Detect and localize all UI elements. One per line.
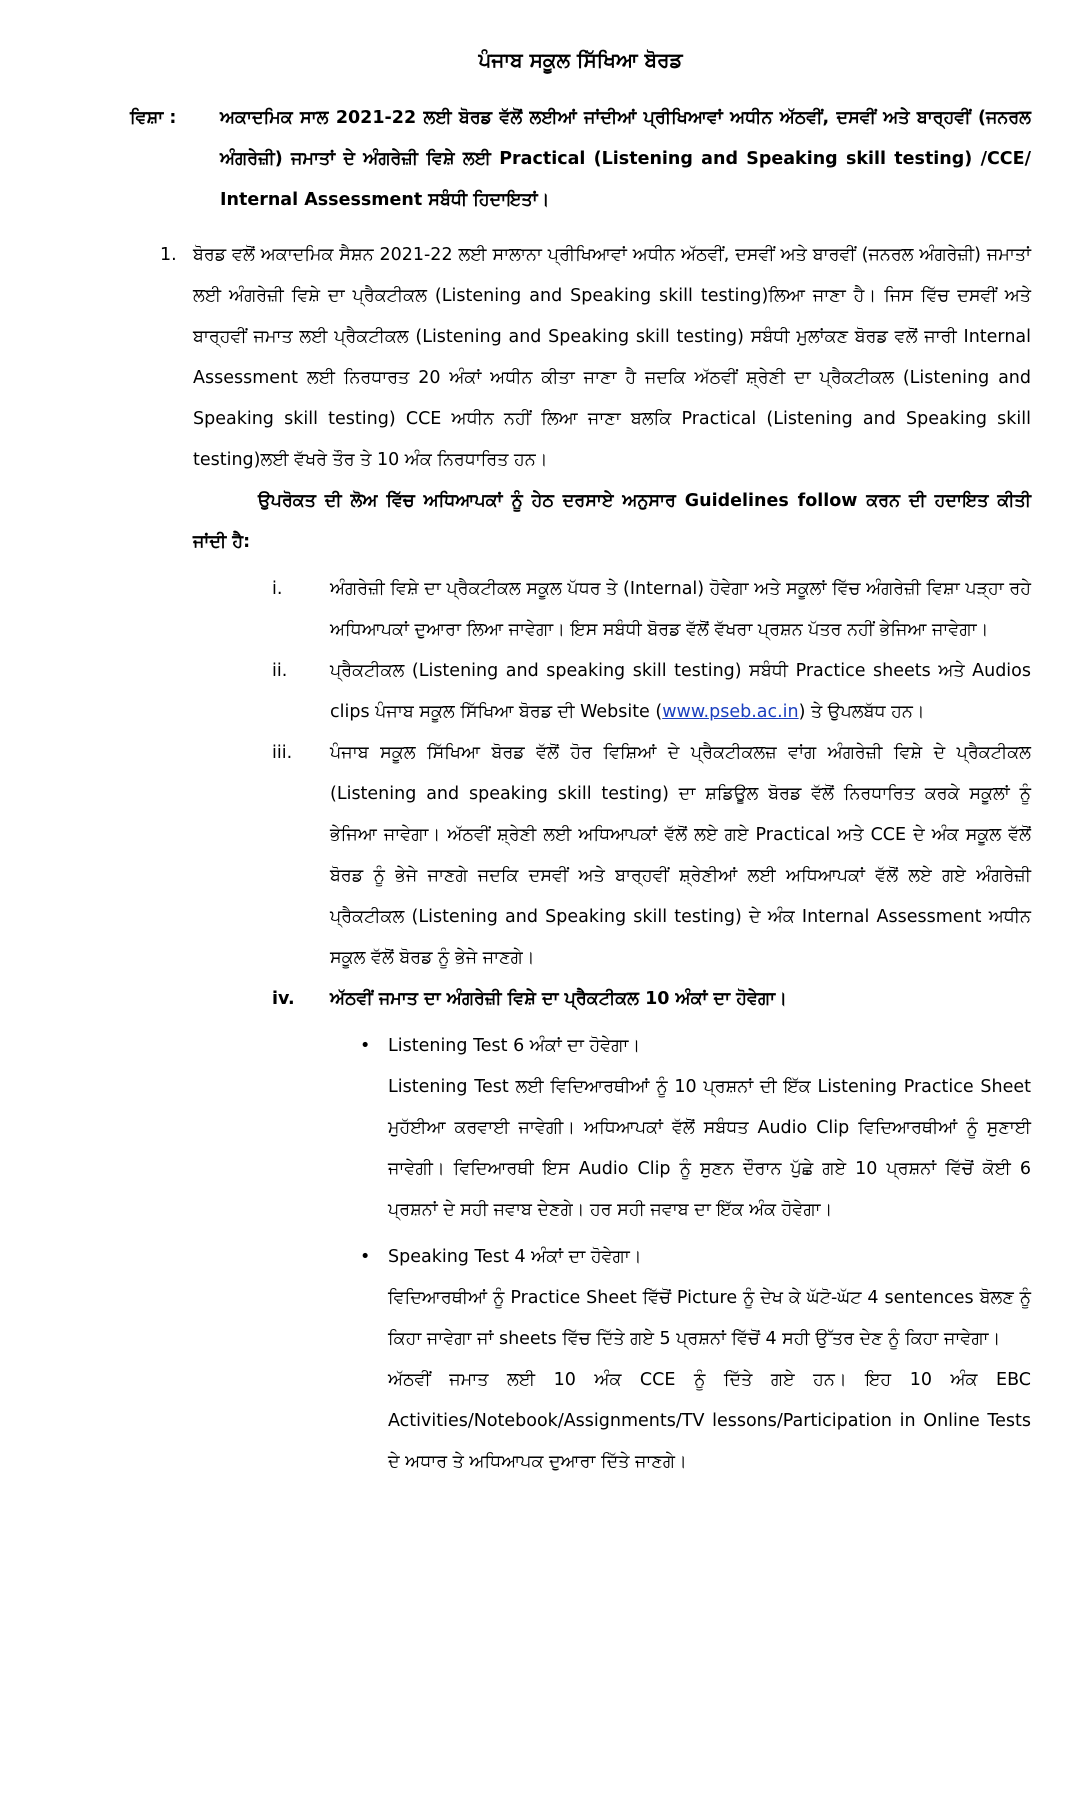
speaking-test-bullet: [130, 1237, 1031, 1278]
pseb-website-link[interactable]: www.pseb.ac.in: [662, 702, 799, 722]
paragraph-1-number: 1.: [160, 245, 177, 265]
guideline-item-i-text: ਅੰਗਰੇਜ਼ੀ ਵਿਸ਼ੇ ਦਾ ਪ੍ਰੈਕਟੀਕਲ ਸਕੂਲ ਪੱਧਰ ਤੇ (Internal) ਹੋਵੇਗਾ ਅਤੇ ਸਕੂਲਾਂ ਵਿੱਚ ਅੰਗਰੇਜ਼ੀ ਵਿਸ਼ਾ ਪੜ੍ਹਾ ਰਹੇ ਅਧਿਆਪਕਾਂ ਦੁਆਰਾ ਲਿਆ ਜਾਵੇਗਾ। ਇਸ ਸਬੰਧੀ ਬੋਰਡ ਵੱਲੋਂ ਵੱਖਰਾ ਪ੍ਰਸ਼ਨ ਪੱਤਰ ਨਹੀਂ ਭੇਜਿਆ ਜਾਵੇਗਾ।: [330, 579, 1031, 640]
listening-test-title: Listening Test 6 ਅੰਕਾਂ ਦਾ ਹੋਵੇਗਾ।: [388, 1036, 641, 1056]
guideline-item-ii-number: ii.: [272, 661, 288, 681]
guideline-item-iv-text: ਅੱਠਵੀਂ ਜਮਾਤ ਦਾ ਅੰਗਰੇਜ਼ੀ ਵਿਸ਼ੇ ਦਾ ਪ੍ਰੈਕਟੀਕਲ 10 ਅੰਕਾਂ ਦਾ ਹੋਵੇਗਾ।: [330, 989, 787, 1009]
subject-block: [130, 98, 1031, 221]
speaking-test-text: ਵਿਦਿਆਰਥੀਆਂ ਨੂੰ Practice Sheet ਵਿੱਚੋਂ Picture ਨੂੰ ਦੇਖ ਕੇ ਘੱਟੋ-ਘੱਟ 4 sentences ਬੋਲਣ ਨੂੰ ਕਿਹਾ ਜਾਵੇਗਾ ਜਾਂ sheets ਵਿੱਚ ਦਿੱਤੇ ਗਏ 5 ਪ੍ਰਸ਼ਨਾਂ ਵਿੱਚੋਂ 4 ਸਹੀ ਉੱਤਰ ਦੇਣ ਨੂੰ ਕਿਹਾ ਜਾਵੇਗਾ।: [388, 1288, 1031, 1349]
bullet-dot: •: [360, 1247, 371, 1267]
guideline-item-iv-number: iv.: [272, 989, 295, 1009]
guideline-item-ii-text-after: ) ਤੇ ਉਪਲਬੱਧ ਹਨ।: [798, 702, 925, 722]
document-heading: ਪੰਜਾਬ ਸਕੂਲ ਸਿੱਖਿਆ ਬੋਰਡ: [478, 48, 683, 72]
guideline-item-ii-text-before: ਪ੍ਰੈਕਟੀਕਲ (Listening and speaking skill testing) ਸਬੰਧੀ Practice sheets ਅਤੇ Audios clips ਪੰਜਾਬ ਸਕੂਲ ਸਿੱਖਿਆ ਬੋਰਡ ਦੀ Website (: [330, 661, 1031, 722]
bullet-dot: •: [360, 1036, 371, 1056]
guideline-item-ii: [130, 651, 1031, 733]
guideline-item-i-number: i.: [272, 579, 283, 599]
cce-note-text: ਅੱਠਵੀਂ ਜਮਾਤ ਲਈ 10 ਅੰਕ CCE ਨੂੰ ਦਿੱਤੇ ਗਏ ਹਨ। ਇਹ 10 ਅੰਕ EBC Activities/Notebook/Assignments/TV lessons/Participation in Online Tests ਦੇ ਅਧਾਰ ਤੇ ਅਧਿਆਪਕ ਦੁਆਰਾ ਦਿੱਤੇ ਜਾਣਗੇ।: [388, 1370, 1031, 1472]
guideline-intro: ਉਪਰੋਕਤ ਦੀ ਲੋਅ ਵਿੱਚ ਅਧਿਆਪਕਾਂ ਨੂੰ ਹੇਠ ਦਰਸਾਏ ਅਨੁਸਾਰ Guidelines follow ਕਰਨ ਦੀ ਹਦਾਇਤ ਕੀਤੀ ਜਾਂਦੀ ਹੈ:: [193, 491, 1031, 552]
subject-label: ਵਿਸ਼ਾ :: [130, 108, 177, 128]
guideline-item-iv: [130, 979, 1031, 1020]
paragraph-1: [130, 235, 1031, 481]
guideline-item-iii-number: iii.: [272, 743, 293, 763]
guideline-item-iii-text: ਪੰਜਾਬ ਸਕੂਲ ਸਿੱਖਿਆ ਬੋਰਡ ਵੱਲੋਂ ਹੋਰ ਵਿਸ਼ਿਆਂ ਦੇ ਪ੍ਰੈਕਟੀਕਲਜ਼ ਵਾਂਗ ਅੰਗਰੇਜ਼ੀ ਵਿਸ਼ੇ ਦੇ ਪ੍ਰੈਕਟੀਕਲ (Listening and speaking skill testing) ਦਾ ਸ਼ਡਿਊਲ ਬੋਰਡ ਵੱਲੋਂ ਨਿਰਧਾਰਿਤ ਕਰਕੇ ਸਕੂਲਾਂ ਨੂੰ ਭੇਜਿਆ ਜਾਵੇਗਾ। ਅੱਠਵੀਂ ਸ਼੍ਰੇਣੀ ਲਈ ਅਧਿਆਪਕਾਂ ਵੱਲੋਂ ਲਏ ਗਏ Practical ਅਤੇ CCE ਦੇ ਅੰਕ ਸਕੂਲ ਵੱਲੋਂ ਬੋਰਡ ਨੂੰ ਭੇਜੇ ਜਾਣਗੇ ਜਦਕਿ ਦਸਵੀਂ ਅਤੇ ਬਾਰ੍ਹਵੀਂ ਸ਼੍ਰੇਣੀਆਂ ਲਈ ਅਧਿਆਪਕਾਂ ਵੱਲੋਂ ਲਏ ਗਏ ਅੰਗਰੇਜ਼ੀ ਪ੍ਰੈਕਟੀਕਲ (Listening and Speaking skill testing) ਦੇ ਅੰਕ Internal Assessment ਅਧੀਨ ਸਕੂਲ ਵੱਲੋਂ ਬੋਰਡ ਨੂੰ ਭੇਜੇ ਜਾਣਗੇ।: [330, 743, 1031, 968]
guideline-item-iii: [130, 733, 1031, 979]
subject-text: ਅਕਾਦਮਿਕ ਸਾਲ 2021-22 ਲਈ ਬੋਰਡ ਵੱਲੋਂ ਲਈਆਂ ਜਾਂਦੀਆਂ ਪ੍ਰੀਖਿਆਵਾਂ ਅਧੀਨ ਅੱਠਵੀਂ, ਦਸਵੀਂ ਅਤੇ ਬਾਰ੍ਹਵੀਂ (ਜਨਰਲ ਅੰਗਰੇਜ਼ੀ) ਜਮਾਤਾਂ ਦੇ ਅੰਗਰੇਜ਼ੀ ਵਿਸ਼ੇ ਲਈ Practical (Listening and Speaking skill testing) /CCE/ Internal Assessment ਸਬੰਧੀ ਹਿਦਾਇਤਾਂ।: [220, 108, 1031, 210]
paragraph-1-text: ਬੋਰਡ ਵਲੋਂ ਅਕਾਦਮਿਕ ਸੈਸ਼ਨ 2021-22 ਲਈ ਸਾਲਾਨਾ ਪ੍ਰੀਖਿਆਵਾਂ ਅਧੀਨ ਅੱਠਵੀਂ, ਦਸਵੀਂ ਅਤੇ ਬਾਰਵੀਂ (ਜਨਰਲ ਅੰਗਰੇਜ਼ੀ) ਜਮਾਤਾਂ ਲਈ ਅੰਗਰੇਜ਼ੀ ਵਿਸ਼ੇ ਦਾ ਪ੍ਰੈਕਟੀਕਲ (Listening and Speaking skill testing)ਲਿਆ ਜਾਣਾ ਹੈ। ਜਿਸ ਵਿੱਚ ਦਸਵੀਂ ਅਤੇ ਬਾਰ੍ਹਵੀਂ ਜਮਾਤ ਲਈ ਪ੍ਰੈਕਟੀਕਲ (Listening and Speaking skill testing) ਸਬੰਧੀ ਮੁਲਾਂਕਣ ਬੋਰਡ ਵਲੋਂ ਜਾਰੀ Internal Assessment ਲਈ ਨਿਰਧਾਰਤ 20 ਅੰਕਾਂ ਅਧੀਨ ਕੀਤਾ ਜਾਣਾ ਹੈ ਜਦਕਿ ਅੱਠਵੀਂ ਸ਼੍ਰੇਣੀ ਦਾ ਪ੍ਰੈਕਟੀਕਲ (Listening and Speaking skill testing) CCE ਅਧੀਨ ਨਹੀਂ ਲਿਆ ਜਾਣਾ ਬਲਕਿ Practical (Listening and Speaking skill testing)ਲਈ ਵੱਖਰੇ ਤੌਰ ਤੇ 10 ਅੰਕ ਨਿਰਧਾਰਿਤ ਹਨ।: [193, 245, 1031, 470]
guideline-item-i: [130, 569, 1031, 651]
listening-test-text: Listening Test ਲਈ ਵਿਦਿਆਰਥੀਆਂ ਨੂੰ 10 ਪ੍ਰਸ਼ਨਾਂ ਦੀ ਇੱਕ Listening Practice Sheet ਮੁਹੱਈਆ ਕਰਵਾਈ ਜਾਵੇਗੀ। ਅਧਿਆਪਕਾਂ ਵੱਲੋਂ ਸਬੰਧਤ Audio Clip ਵਿਦਿਆਰਥੀਆਂ ਨੂੰ ਸੁਣਾਈ ਜਾਵੇਗੀ। ਵਿਦਿਆਰਥੀ ਇਸ Audio Clip ਨੂੰ ਸੁਣਨ ਦੌਰਾਨ ਪੁੱਛੇ ਗਏ 10 ਪ੍ਰਸ਼ਨਾਂ ਵਿੱਚੋਂ ਕੋਈ 6 ਪ੍ਰਸ਼ਨਾਂ ਦੇ ਸਹੀ ਜਵਾਬ ਦੇਣਗੇ। ਹਰ ਸਹੀ ਜਵਾਬ ਦਾ ਇੱਕ ਅੰਕ ਹੋਵੇਗਾ।: [388, 1077, 1031, 1220]
listening-test-bullet: [130, 1026, 1031, 1067]
speaking-test-title: Speaking Test 4 ਅੰਕਾਂ ਦਾ ਹੋਵੇਗਾ।: [388, 1247, 642, 1267]
